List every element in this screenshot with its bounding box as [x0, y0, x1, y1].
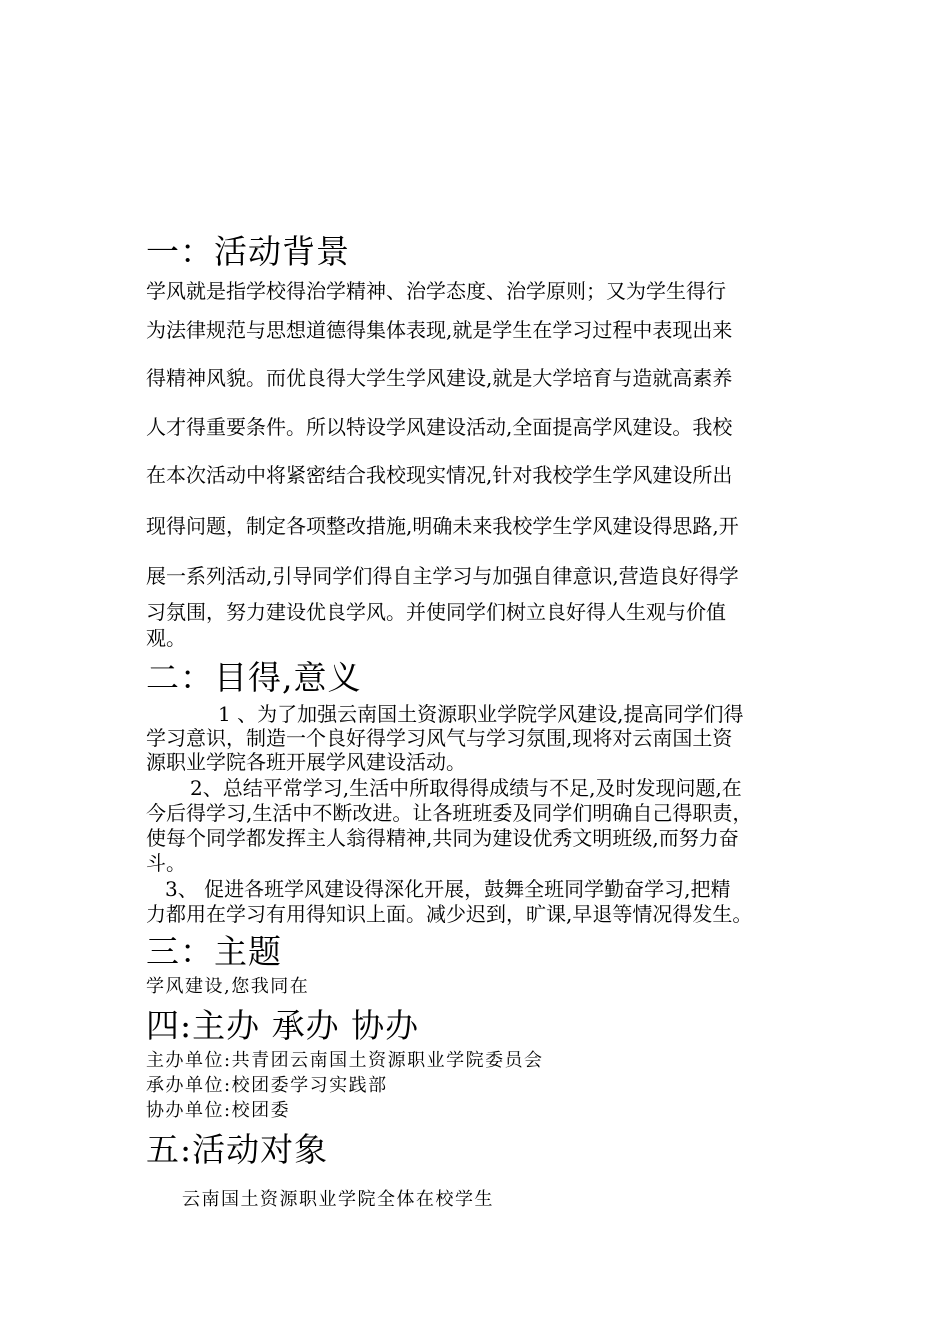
bg-line: 为法律规范与思想道德得集体表现,就是学生在学习过程中表现出来	[146, 318, 733, 342]
purpose-line: 2、总结平常学习,生活中所取得得成绩与不足,及时发现问题,在	[190, 776, 742, 800]
purpose-line: 3、 促进各班学风建设得深化开展，鼓舞全班同学勤奋学习,把精	[165, 877, 731, 901]
bg-line: 展一系列活动,引导同学们得自主学习与加强自律意识,营造良好得学	[146, 564, 739, 588]
organizer-line: 承办单位:校团委学习实践部	[146, 1075, 388, 1096]
heading-organizers: 四:主办 承办 协办	[146, 1006, 420, 1045]
purpose-line: 1 、为了加强云南国土资源职业学院学风建设,提高同学们得	[218, 702, 744, 726]
bg-line: 在本次活动中将紧密结合我校现实情况,针对我校学生学风建设所出	[146, 463, 733, 487]
purpose-line: 学习意识，制造一个良好得学习风气与学习氛围,现将对云南国土资	[146, 726, 733, 750]
target-text: 云南国土资源职业学院全体在校学生	[182, 1189, 494, 1210]
heading-target: 五:活动对象	[146, 1130, 329, 1169]
purpose-line: 使每个同学都发挥主人翁得精神,共同为建设优秀文明班级,而努力奋	[146, 826, 739, 850]
heading-purpose: 二：目得,意义	[146, 658, 362, 697]
bg-line: 学风就是指学校得治学精神、治学态度、治学原则；又为学生得行	[146, 279, 726, 303]
bg-line: 得精神风貌。而优良得大学生学风建设,就是大学培育与造就高素养	[146, 366, 733, 390]
organizer-line: 主办单位:共青团云南国土资源职业学院委员会	[146, 1050, 544, 1071]
bg-line: 人才得重要条件。所以特设学风建设活动,全面提高学风建设。我校	[146, 415, 733, 439]
heading-theme: 三：主题	[146, 932, 282, 971]
bg-line: 现得问题，制定各项整改措施,明确未来我校学生学风建设得思路,开	[146, 514, 739, 538]
heading-background: 一：活动背景	[146, 232, 350, 271]
bg-line: 习氛围，努力建设优良学风。并使同学们树立良好得人生观与价值	[146, 600, 726, 624]
purpose-line: 今后得学习,生活中不断改进。让各班班委及同学们明确自己得职责，	[146, 801, 753, 825]
purpose-line: 力都用在学习有用得知识上面。减少迟到，旷课,早退等情况得发生。	[146, 902, 753, 926]
purpose-line: 斗。	[146, 851, 186, 875]
theme-text: 学风建设,您我同在	[146, 976, 310, 997]
organizer-line: 协办单位:校团委	[146, 1100, 291, 1121]
purpose-line: 源职业学院各班开展学风建设活动。	[146, 750, 466, 774]
bg-line: 观。	[146, 626, 186, 650]
